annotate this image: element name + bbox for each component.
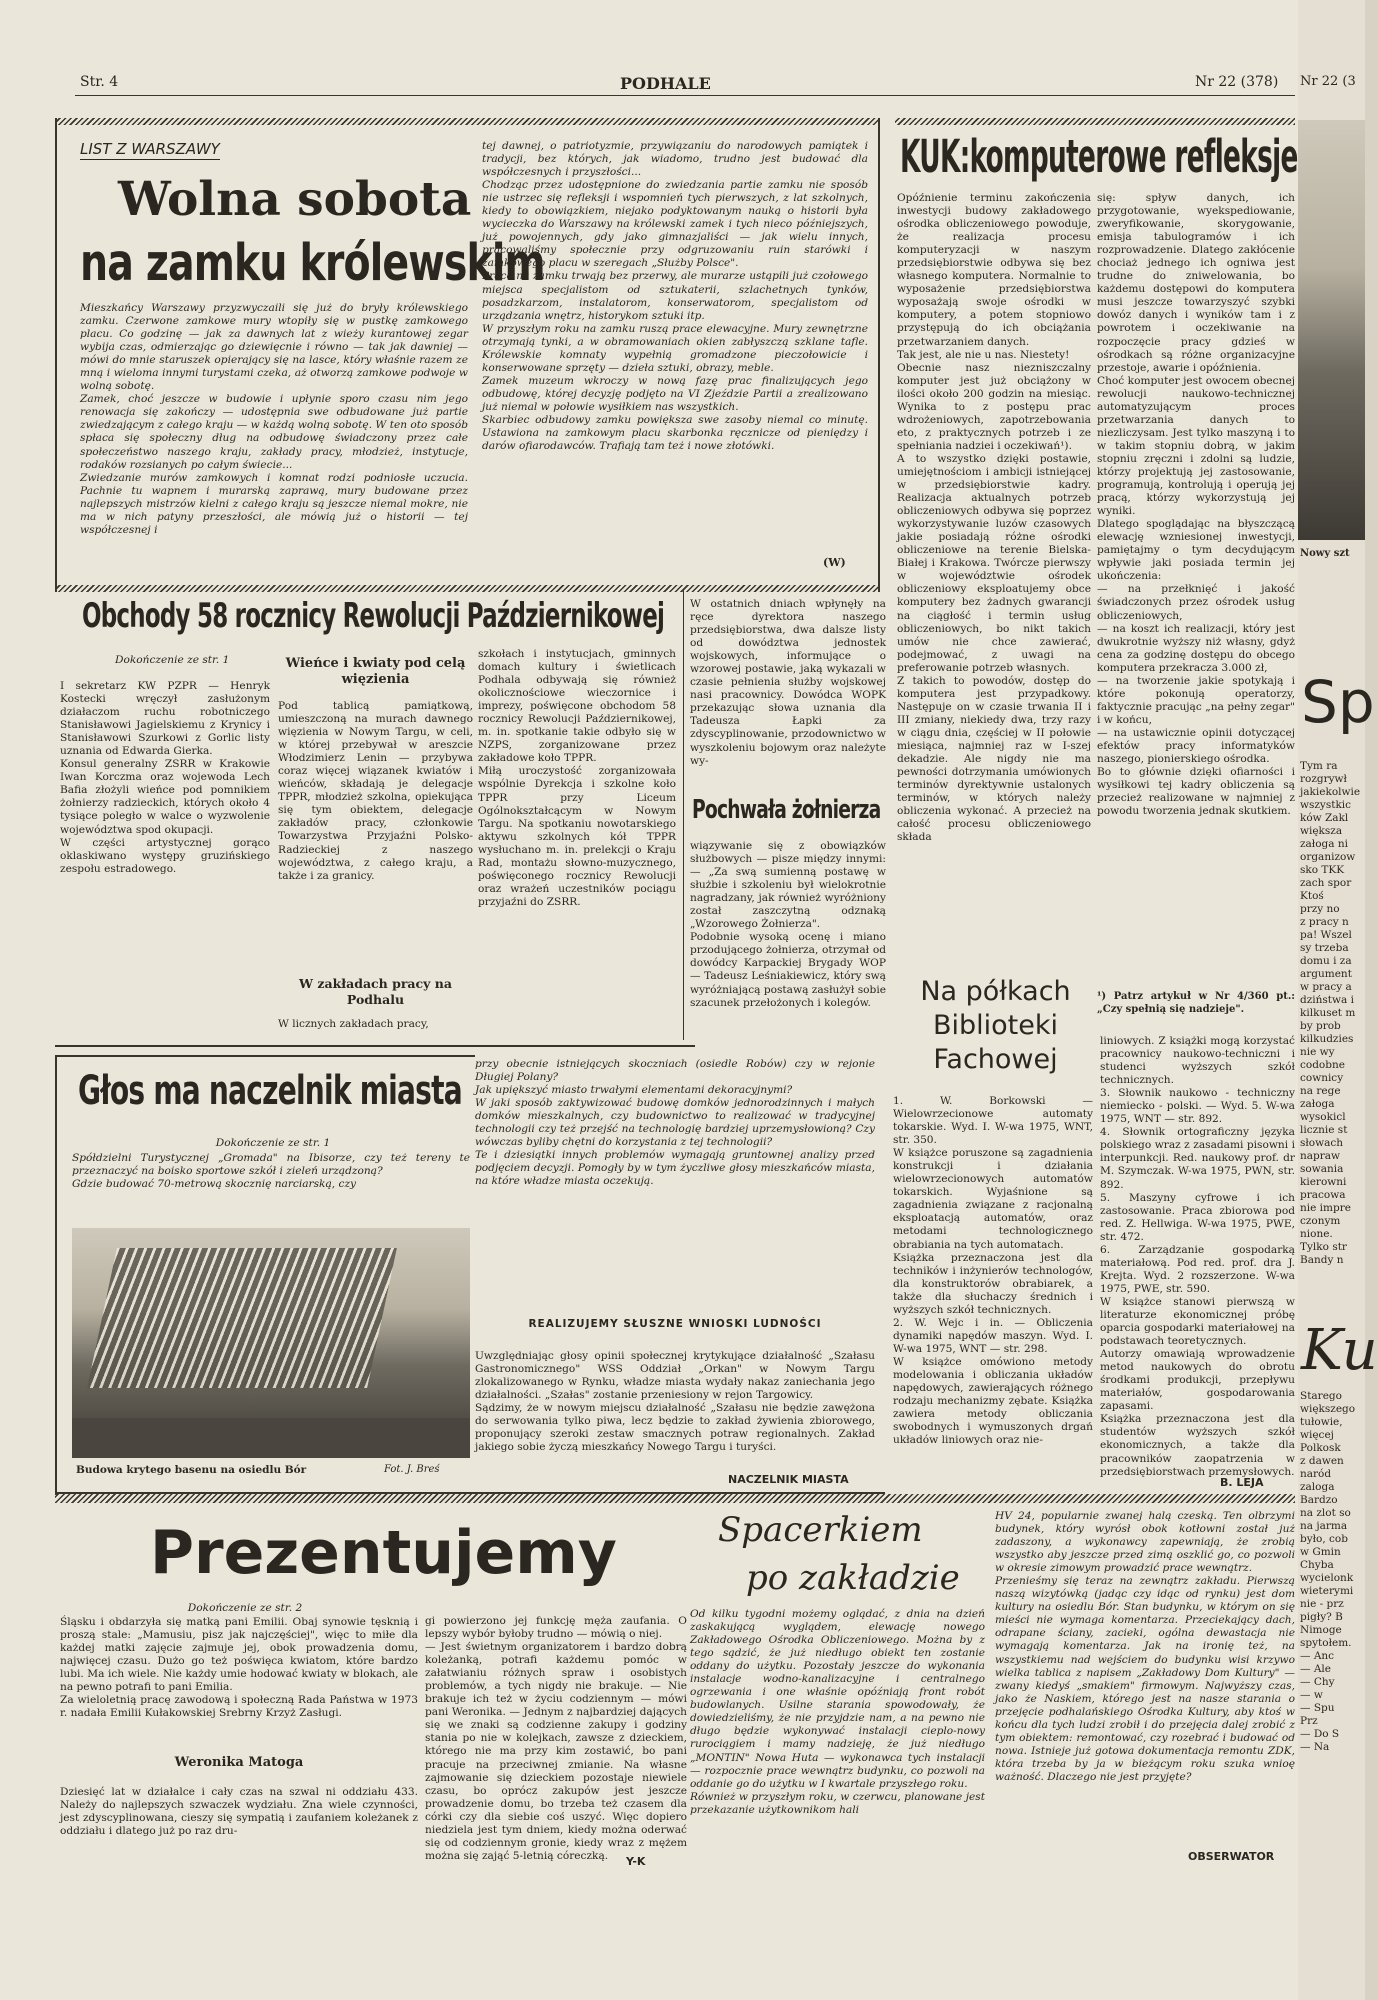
obchody-bottom-rule	[55, 1045, 695, 1047]
edge-caption: Nowy szt	[1300, 548, 1350, 559]
glos-right: przy obecnie istniejących skoczniach (osiedle Robów) czy w rejonie Długiej Polany? Jak upiększyć miasto trwałymi elementami dekoracyjnymi? W jaki sposób zaktywizować budowę domków jednorodzinnych i małych domków mieszkalnych, czy budownictwo to realizować w tradycyjnej technologii czy też przejść na technologię bardziej uprzemysłowioną? Czy wówczas byliby chętni do korzystania z tej technologii? Te i dziesiątki innych problemów wymagają gruntownej analizy przed podjęciem decyzji. Pomogły by w tym życzliwe głosy mieszkańców miasta, na które władze miasta oczekują.	[475, 1058, 875, 1188]
issue-number: Nr 22 (378)	[1195, 74, 1279, 90]
obchody-sub1: Wieńce i kwiaty pod celą więzienia	[285, 656, 466, 687]
pochwala-title: Pochwała żołnierza	[692, 795, 881, 825]
obchody-sub2: W zakładach pracy na Podhalu	[299, 976, 452, 1007]
pochwala-intro: W ostatnich dniach wpłynęły na ręce dyrektora naszego przedsiębiorstwa, dwa dalsze listy od dowództwa jednostek wojskowych, informujące o wzorowej postawie, jaką wykazali w czasie pełnienia służby wojskowej nasi pracownicy. Dowódca WOPK przekazując słowa uznania dla Tadeusza Łapki za zdyscyplinowanie, przodownictwo w wyszkoleniu bojowym oraz należyte wy-	[690, 598, 886, 767]
spacer-title-line2: po zakładzie	[746, 1558, 960, 1598]
pool-construction-photo	[72, 1228, 470, 1458]
kuk-footnote: ¹) Patrz artykuł w Nr 4/360 pt.: „Czy spełnią się nadzieje".	[1097, 991, 1295, 1016]
prez-signature: Y-K	[626, 1855, 646, 1868]
glos-lead: Spółdzielni Turystycznej „Gromada" na Ibisorze, czy też tereny te przeznaczyć na boisko sportowe szkół i zieleń urządzoną? Gdzie budować 70-metrową skocznię narciarską, czy	[72, 1152, 470, 1191]
photo-caption: Budowa krytego basenu na osiedlu Bór	[76, 1464, 307, 1476]
pochwala-body: wiązywanie się z obowiązków służbowych — pisze między innymi: — „Za swą sumienną postawę w służbie i szkoleniu był wielokrotnie nagradzany, jak również wyróżniony został zaszczytną odznaką „Wzorowego Żołnierza". Podobnie wysoką ocenę i miano przodującego żołnierza, otrzymał od dowódcy Karpackiej Brygady WOP — Tadeusz Leśniakiewicz, który swą wyróżniającą postawą zasłużył sobie szacunek przełożonych i kolegów.	[690, 840, 886, 1009]
polki-title	[893, 975, 1098, 1077]
polki-title-line1: Na półkach	[920, 976, 1071, 1007]
obchody-col2a: Pod tablicą pamiątkową, umieszczoną na murach dawnego więzienia w Nowym Targu, w celi, w której przebywał w areszcie Włodzimierz Lenin — przybywa coraz więcej wiązanek kwiatów i wieńców, składają je delegacje TPPR, młodzież szkolna, opiekująca się tym obiektem, delegacje zakładów pracy, członkowie Towarzystwa Przyjaźni Polsko-Radzieckiej z naszego województwa, z całego kraju, a także i za granicy.	[278, 700, 473, 882]
kuk-col1: Opóźnienie terminu zakończenia inwestycji budowy zakładowego ośrodka obliczeniowego powoduje, że realizacja procesu komputeryzacji w naszym przedsiębiorstwie odbywa się bez własnego komputera. Normalnie to wyposażenie przedsiębiorstwa wyposażają swoje ośrodki w komputery, a potem stopniowo przystępują do ich obciążania przetwarzaniem danych. Tak jest, ale nie u nas. Niestety! Obecnie nasz niezniszczalny komputer jest już obciążony w ilości około 200 godzin na miesiąc. Wynika to z postępu prac wdrożeniowych, zapotrzebowania eto, z praktycznych potrzeb i ze spełniania nadziei i oczekiwań¹). A to wszystko dzięki postawie, umiejętnościom i ambicji istniejącej w przedsiębiorstwie kadry. Realizacja aktualnych potrzeb obliczeniowych odbywa się poprzez wykorzystywanie luzów czasowych jakie posiadają różne ośrodki obliczeniowe na terenie Bielska-Białej i Krakowa. Twórcze pierwszy w województwie ośrodek obliczeniowy eksploatujemy obce komputery bez żadnych gwarancji na ciągłość i termin usług obliczeniowych, bo nikt takich umów nie chce zawierać, podejmować, z uwagi na preferowanie potrzeb własnych. Z takich to powodów, dostęp do komputera jest przypadkowy. Następuje on w czasie trwania II i III zmiany, niekiedy dwa, trzy razy w ciągu dnia, częściej w II połowie miesiąca, najmniej raz w I-szej dekadzie. Ale nigdy nie ma pewności dotrzymania umówionych terminów dyrektywnie ustalonych terminów, w których należy obliczenia wykonać. A przecież na całość procesu obliczeniowego składa	[897, 192, 1091, 844]
kuk-top-rule	[895, 118, 1295, 125]
prez-subheading: Weronika Matoga	[174, 1755, 304, 1770]
header-rule	[75, 95, 1295, 96]
spacer-col1: Od kilku tygodni możemy oglądać, z dnia na dzień zaskakującą wyglądem, elewację nowego Zakładowego Ośrodka Obliczeniowego. Można by z tego sądzić, że już niedługo obiekt ten zostanie oddany do użytku. Pozostały jeszcze do wykonania instalacje wodno-kanalizacyjne i centralnego ogrzewania i one właśnie opóźniają front robót budowlanych. Usilne starania spowodowały, że dowiedzieliśmy, że nie przyjdzie nam, a na pewno nie długo będzie wykonywać instalacji cieplo-nowy rurociągiem i mamy nadzieję, że już niedługo „MONTIN" Nowa Huta — wykonawca tych instalacji — rozpocznie prace wewnątrz budynku, co pozwoli na oddanie go do użytku w I kwartale przyszłego roku. Również w przyszłym roku, w czerwcu, planowane jest przekazanie użytkownikom hali	[690, 1608, 985, 1816]
photo-credit: Fot. J. Breś	[384, 1464, 440, 1475]
obchody-col3: szkołach i instytucjach, gminnych domach kultury i świetlicach Podhala odbywają się również okolicznościowe wieczornice i imprezy, poświęcone obchodom 58 rocznicy Rewolucji Październikowej, m. in. spotkanie takie odbyło się w NZPS, zorganizowane przez zakładowe koło TPPR. Miłą uroczystość zorganizowała wspólnie Dyrekcja i szkolne koło TPPR przy Liceum Ogólnokształcącym w Nowym Targu. Na spotkaniu nowotarskiego aktywu szkolnych kół TPPR wysłuchano m. in. prelekcji o Kraju Rad, montażu słowno-muzycznego, poświęconego rocznicy Rewolucji oraz wrażeń uczestników pociągu przyjaźni do ZSRR.	[478, 648, 676, 908]
wolna-col1: Mieszkańcy Warszawy przyzwyczaili się już do bryły królewskiego zamku. Czerwone zamkowe mury wtopiły się w pustkę zamkowego placu. Co godzinę — jak za dawnych lat z wieży kurantowej zegar wybija czas, odmierzając go dziewięcnie i równo — tak jak dawniej — mówi do mnie staruszek opierający się na lasce, który właśnie razem ze mną i wieloma innymi turystami czeka, aż otworzą zamkowe podwoje w wolną sobotę. Zamek, choć jeszcze w budowie i upłynie sporo czasu nim jego renowacja się zakończy — udostępnia swe odbudowane już partie zwiedzającym z całego kraju — w każdą wolną sobotę. W ten oto sposób spłaca się społeczny dług na odbudowę świadczony przez całe społeczeństwo naszego kraju, zakłady pracy, młodzież, instytucje, rodaków rozsianych po całym świecie... Zwiedzanie murów zamkowych i komnat rodzi podniosłe uczucia. Pachnie tu wapnem i murarską zaprawą, mury budowane przez najlepszych mistrzów kielni z całego kraju są jeszcze niemal mokre, nie ma w nich patyny przeszłości, ale mówią już o historii — tej współczesnej i	[80, 302, 468, 536]
obchody-title: Obchody 58 rocznicy Rewolucji Październikowej	[82, 596, 665, 636]
glos-top-rule	[55, 1055, 475, 1057]
kuk-col2: się: spływ danych, ich przygotowanie, wyekspediowanie, zweryfikowanie, skorygowanie, emisja tabulogramów i ich rozprowadzenie. Dlatego zakłócenie chociaż jednego ich ogniwa jest trudne do zniwelowania, bo każdemu dostępowi do komputera musi jeszcze towarzyszyć szybki dowóz danych i wyników tam i z powrotem i oczekiwanie na rozpoczęcie pracy gdzieś w ośrodkach są różne organizacyjne przestoje, awarie i opóźnienia. Choć komputer jest owocem obecnej rewolucji naukowo-technicznej automatyzującym proces przetwarzania danych to niezliczysam. Jest tylko maszyną i to w takim stopniu dobrą, w jakim stopniu zręczni i zdolni są ludzie, którzy projektują jej zastosowanie, programują, kontrolują i operują jej pracą, którzy wykorzystują jej wyniki. Dlatego spoglądając na błyszczącą elewację wzniesionej inwestycji, pamiętajmy o tym decydującym wpływie jaki posiada termin jej ukończenia: — na przełknięć i jakość świadczonych przez ośrodek usług obliczeniowych, — na koszt ich realizacji, który jest dwukrotnie wyższy niż własny, gdyż cena za godzinę dostępu do obcego komputera przekracza 3.000 zł, — na tworzenie jakie spotykają i które pokonują operatorzy, faktycznie pracując „na pełny zegar" i w końcu, — na ustawicznie opinii dotyczącej efektów pracy informatyków naszego, pionierskiego ośrodka. Bo to głównie dzięki ofiarności i wysiłkowi tej kadry obliczenia są przecież realizowane w najmniej z powodu tworzenia jednak skutkiem.	[1097, 192, 1295, 818]
polki-title-line3: Fachowej	[933, 1044, 1058, 1075]
wolna-title-line1: Wolna sobota	[118, 172, 472, 227]
wolna-left-rule	[55, 118, 57, 592]
prez-continuation: Dokończenie ze str. 2	[187, 1602, 303, 1614]
wolna-title-line2: na zamku królewskim	[80, 234, 545, 293]
prez-col1: Śląsku i obdarzyła się matką pani Emilii. Obaj synowie tęsknią i proszą stale: „Mamusiu, pisz jak najczęściej", więc to miłe dla każdej matki zajęcie zajmuje jej, obok prowadzenia domu, najwięcej czasu. Dużo go też poświęca kwiatom, które bardzo lubi. Ma ich wiele. Nie każdy umie hodować kwiaty w blokach, ale na pewno potrafi to pani Emilia. Za wieloletnią pracę zawodową i społeczną Rada Państwa w 1973 r. nadała Emilii Kułakowskiej Srebrny Krzyż Zasługi.	[60, 1616, 418, 1720]
polki-title-line2: Biblioteki	[932, 1010, 1059, 1041]
adjacent-page-edge	[1298, 0, 1378, 2000]
edge-photo	[1298, 120, 1365, 540]
paper-name: PODHALE	[620, 74, 711, 93]
glos-body: Uwzględniając głosy opinii społecznej krytykujące działalność „Szałasu Gastronomicznego" WSS Oddział „Orkan" w Nowym Targu zlokalizowanego w Rynku, władze miasta wydały nakaz zaniechania jego działalności. „Szałas" zostanie przeniesiony w rejon Targowicy. Sądzimy, że w nowym miejscu działalność „Szałasu nie będzie zawężona do serwowania tylko piwa, lecz będzie to zakład żywienia zbiorowego, proponujący szeroki zestaw smacznych potraw regionalnych. Zakład jakiego sobie życzą mieszkańcy Nowego Targu i turyści.	[475, 1350, 875, 1454]
glos-left-rule	[55, 1055, 57, 1495]
edge-big-letters-2: Ku	[1301, 1318, 1378, 1383]
spacer-col2: HV 24, popularnie zwanej halą czeską. Ten olbrzymi budynek, który wyrósł obok kotłowni został już zadaszony, a wykonawcy zapewniają, że zrobią wszystko aby jeszcze przed zimą oszklić go, co pozwoli w okresie zimowym prowadzić prace wewnątrz. Przenieśmy się teraz na zewnątrz zakładu. Pierwszą naszą wizytówką (jadąc czy idąc od rynku) jest dom kultury na osiedlu Bór. Stan budynku, w którym on się mieści nie wymaga komentarza. Przeciekający dach, odrapane ściany, zacieki, ogólna dewastacja nie wymagają komentarza. Jak na ironię też, na wszystkiemu nad wejściem do budynku wisi krzywo wielka tablica z napisem „Zakładowy Dom Kultury" — zwany kiedyś „smakiem" firmowym. Najwyższy czas, jako że Naskiem, którego jest na nasze starania o przejęcie podhalańskiego Ośrodka Kultury, aby ktoś w końcu dla tych ludzi zrobił i do przejęcia dalej zrobić z tym obiektem: remontować, czy rozebrać i budować od nowa. Istnieje już gotowa dokumentacja remontu ZDK, która trzeba by ja w bieżącym roku szuka wnioę ważność. Dlaczego nie jest przyjęte?	[995, 1510, 1295, 1783]
prez-col2: gi powierzono jej funkcję męża zaufania. O lepszy wybór byłoby trudno — mówią o niej. — Jest świetnym organizatorem i bardzo dobrą koleżanką, potrafi każdemu pomóc w załatwianiu różnych spraw i osobistych problemów, a tych nigdy nie brakuje. — Nie brakuje ich też w życiu codziennym — mówi pani Weronika. — Jednym z najbardziej dających się we znaki są codzienne zakupy i godziny stania po nie w kolejkach, zawsze z dzieckiem, którego nie ma przy kim zostawić, bo pani pracuje na przeciwnej zmianie. Na własne zajmowanie się dzieckiem pozostaje niewiele czasu, bo oprócz zakupów jest jeszcze prowadzenie domu, bo trzeba też czasem dla córki czy dla siebie coś uszyć. Więc dopiero niedziela jest tym dniem, kiedy można oderwać się od codziennym gronie, kiedy wraz z mężem można się zająć 5-letnią córeczką.	[425, 1615, 687, 1862]
spacer-title-line1: Spacerkiem	[718, 1510, 923, 1550]
wolna-bottom-rule	[55, 585, 880, 592]
prez-col1b: Dziesięć lat w działalce i cały czas na szwal ni oddziału 433. Należy do najlepszych szwaczek wydziału. Zna wiele czynności, jest zdyscyplinowana, cieszy się sympatią i zaufaniem koleżanek z oddziału i dlatego już po raz dru-	[60, 1786, 418, 1838]
wolna-right-rule	[878, 118, 880, 592]
obchody-col2b: W licznych zakładach pracy,	[278, 1018, 429, 1030]
prez-title: Prezentujemy	[150, 1518, 617, 1588]
glos-subheading: REALIZUJEMY SŁUSZNE WNIOSKI LUDNOŚCI	[528, 1318, 822, 1330]
edge-col1: Tym ra rozgrywł jakiekolwie wszystkic ków Zakl większa załoga ni organizow sko TKK zach spor Ktoś przy no z pracy n pa! Wszel sy trzeba domu i za argument w pracy a dziństwa i kilkuset m by prob kilkudzies nie wy codobne cownicy na rege załoga wysokicl licznie st słowach napraw sowania kierowni pracowa nie impre czonym nione. Tylko str Bandy n	[1300, 760, 1361, 1266]
glos-title: Głos ma naczelnik miasta	[78, 1068, 462, 1114]
kuk-title: KUK:komputerowe refleksje	[900, 130, 1298, 183]
edge-big-letters-1: Sp	[1301, 668, 1375, 736]
obchody-col1: I sekretarz KW PZPR — Henryk Kostecki wręczył zasłużonym działaczom ruchu robotniczego Stanisławowi Jagielskiemu z Krynicy i Stanisławowi Szurkowi z Gorlic listy uznania od Edwarda Gierka. Konsul generalny ZSRR w Krakowie Iwan Korczma oraz wojewoda Lech Bafia złożyli wieńce pod pomnikiem żołnierzy radzieckich, których około 4 tysiące poległo w walce o wyzwolenie województwa spod okupacji. W części artystycznej gorąco oklaskiwano występy gruzińskiego zespołu estradowego.	[60, 680, 270, 875]
bottom-section-rule	[55, 1494, 1295, 1503]
spacer-signature: OBSERWATOR	[1188, 1850, 1275, 1863]
polki-signature: B. LEJA	[1220, 1476, 1264, 1489]
polki-col2: liniowych. Z książki mogą korzystać pracownicy naukowo-techniczni i studenci wyższych szkół technicznych. 3. Słownik naukowo - techniczny niemiecko - polski. — Wyd. 5. W-wa 1975, WNT — str. 892. 4. Słownik ortograficzny języka polskiego wraz z zasadami pisowni i interpunkcji. Red. naukowy prof. dr M. Szymczak. W-wa 1975, PWN, str. 892. 5. Maszyny cyfrowe i ich zastosowanie. Praca zbiorowa pod red. Z. Hellwiga. W-wa 1975, PWE, str. 472. 6. Zarządzanie gospodarką materiałową. Pod red. prof. dra J. Krejta. Wyd. 2 rozszerzone. W-wa 1975, PWE, str. 590. W książce stanowi pierwszą w literaturze ekonomicznej próbę oparcia gospodarki materiałowej na podstawach teoretycznych. Autorzy omawiają wprowadzenie metod naukowych do obrotu środkami produkcji, przepływu materiałów, gospodarowania zapasami. Książka przeznaczona jest dla studentów wyższych szkół ekonomicznych, a także dla pracowników zaopatrzenia w przedsiębiorstwach przemysłowych.	[1100, 1035, 1295, 1478]
edge-col2: Starego większego tułowie, więcej Polkosk z dawen naród zaloga Bardzo na zlot so na jarma było, cob w Gmin Chyba wycielonk wieterymi nie - prz pigły? B Nimoge spytołem. — Anc — Ale — Chy — w — Spu Prz — Do S — Na	[1300, 1390, 1356, 1753]
obchody-continuation: Dokończenie ze str. 1	[115, 654, 230, 666]
glos-continuation: Dokończenie ze str. 1	[215, 1137, 331, 1149]
glos-signature: NACZELNIK MIASTA	[728, 1473, 849, 1486]
pochwala-left-rule	[683, 590, 684, 1040]
wolna-col2: tej dawnej, o patriotyzmie, przywiązaniu do narodowych pamiątek i tradycji, bez których, jak wiadomo, trudno jest budować dla współczesnych i przyszłości... Chodząc przez udostępnione do zwiedzania partie zamku nie sposób nie ustrzec się refleksji i wspomnień tych pierwszych, z lat szkolnych, kiedy to obowiązkiem, niejako podyktowanym nauką o historii była wycieczka do Warszawy na królewski zamek i tych nieco późniejszych, już powojennych, gdy jako gimnazjaliści — jak wielu innych, pracowaliśmy społecznie przy odgruzowaniu ruin starówki i zamkowego placu w szeregach „Służby Polsce". Prace na zamku trwają bez przerwy, ale murarze ustąpili już czołowego miejsca specjalistom od sztukaterii, szlachetnych tynków, posadzkarzom, instalatorom, konserwatorom, specjalistom od urządzania wnętrz, historykom sztuki itp. W przyszłym roku na zamku ruszą prace elewacyjne. Mury zewnętrzne otrzymają tynki, a w obramowaniach okien zabłyszczą szklane tafle. Królewskie komnaty wypełnią gromadzone pieczołowicie i konserwowane sprzęty — dzieła sztuki, obrazy, meble. Zamek muzeum wkroczy w nową fazę prac finalizujących jego odbudowę, której decyzję podjęto na VI Zjeździe Partii a zrealizowano już niemal w połowie wysiłkiem nas wszystkich. Skarbiec odbudowy zamku powiększa swe zasoby niemal co minutę. Ustawiona na zamkowym placu skarbonka ręcznicze od pieniędzy i darów ofiarodawców. Trafiają tam też i nowe złotówki.	[482, 140, 868, 453]
page-number: Str. 4	[80, 74, 119, 90]
wolna-rubric: LIST Z WARSZAWY	[80, 140, 220, 158]
wolna-top-rule	[55, 118, 880, 125]
polki-col1: 1. W. Borkowski — Wielowrzecionowe automaty tokarskie. Wyd. I. W-wa 1975, WNT, str. 350. W książce poruszone są zagadnienia konstrukcji i działania wielowrzecionowych automatów tokarskich. Wyjaśnione są zagadnienia związane z racjonalną eksploatacją automatów, oraz metodami technologicznego obrabiania na tych automatach. Książka przeznaczona jest dla techników i inżynierów technologów, dla konstruktorów obrabiarek, a także dla słuchaczy średnich i wyższych szkół technicznych. 2. W. Wejc i in. — Obliczenia dynamiki napędów maszyn. Wyd. I. W-wa 1975, WNT — str. 298. W książce omówiono metody modelowania i obliczania układów napędowych, zawierających różnego rodzaju mechanizmy zębate. Książka zawiera metody obliczania swobodnych i wymuszonych drgań układów liniowych oraz nie-	[893, 1095, 1093, 1447]
edge-issue: Nr 22 (3	[1300, 74, 1356, 89]
wolna-signature: (W)	[823, 556, 846, 569]
